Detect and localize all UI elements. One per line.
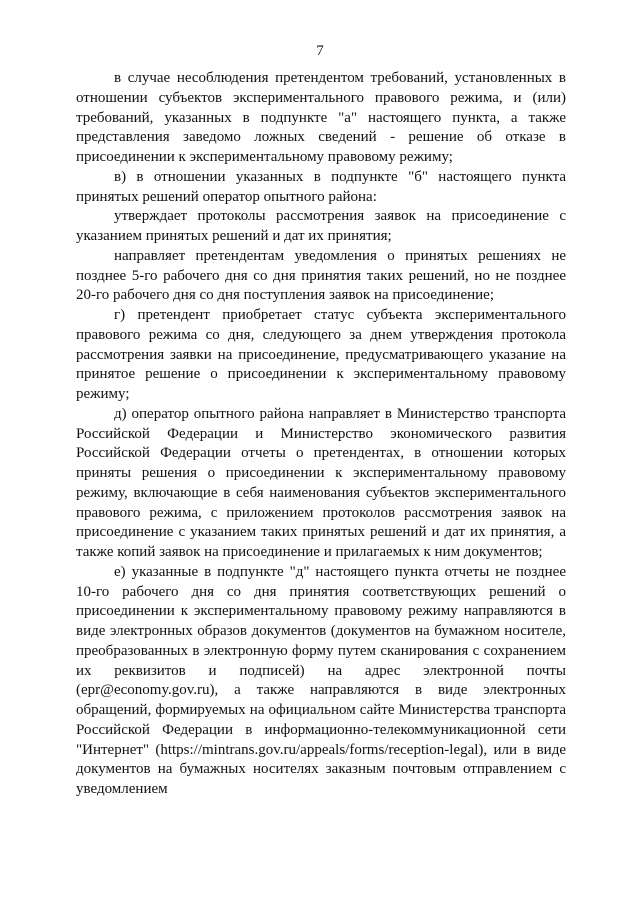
- document-body: [76, 69, 566, 800]
- page-number: 7: [316, 43, 324, 59]
- paragraph-item-e: е) указанные в подпункте "д" настоящего пункта отчеты не позднее 10-го рабочего дня со дня принятия соответствующих решений о присоединении к экспериментальному правовому режиму направляются в виде электронных образов документов (документов на бумажном носителе, преобразованных в электронную форму путем сканирования с сохранением их реквизитов и подписей) на адрес электронной почты (epr@economy.gov.ru), а также направляются в виде электронных обращений, формируемых на официальном сайте Министерства транспорта Российской Федерации в информационно-телекоммуникационной сети "Интернет" (https://mintrans.gov.ru/appeals/forms/reception-legal), или в виде документов на бумажных носителях заказным почтовым отправлением с уведомлением: [76, 563, 566, 797]
- paragraph-send-notifications: направляет претендентам уведомления о принятых решениях не позднее 5-го рабочего дня со дня принятия таких решений, но не позднее 20-го рабочего дня со дня поступления заявок на присоединение;: [76, 247, 566, 304]
- paragraph-rejection-grounds: в случае несоблюдения претендентом требований, установленных в отношении субъектов экспериментального правового режима, и (или) требований, указанных в подпункте "а" настоящего пункта, а также представления заведомо ложных сведений - решение об отказе в присоединении к экспериментальному правовому режиму;: [76, 70, 566, 165]
- paragraph-item-v: в) в отношении указанных в подпункте "б" настоящего пункта принятых решений оператор опытного района:: [76, 168, 566, 205]
- paragraph-item-d: д) оператор опытного района направляет в Министерство транспорта Российской Федерации и Министерство экономического развития Российской Федерации отчеты о претендентах, в отношении которых приняты решения о присоединении к экспериментальному правовому режиму, включающие в себя наименования субъектов экспериментального правового режима, с приложением протоколов рассмотрения заявок на присоединение с указанием таких принятых решений и дат их принятия, а также копий заявок на присоединение и прилагаемых к ним документов;: [76, 405, 566, 560]
- paragraph-item-g: г) претендент приобретает статус субъекта экспериментального правового режима со дня, следующего за днем утверждения протокола рассмотрения заявки на присоединение, предусматривающего указание на принятое решение о присоединении к экспериментальному правовому режиму;: [76, 307, 566, 402]
- paragraph-approve-protocols: утверждает протоколы рассмотрения заявок на присоединение с указанием принятых решений и дат их принятия;: [76, 208, 566, 244]
